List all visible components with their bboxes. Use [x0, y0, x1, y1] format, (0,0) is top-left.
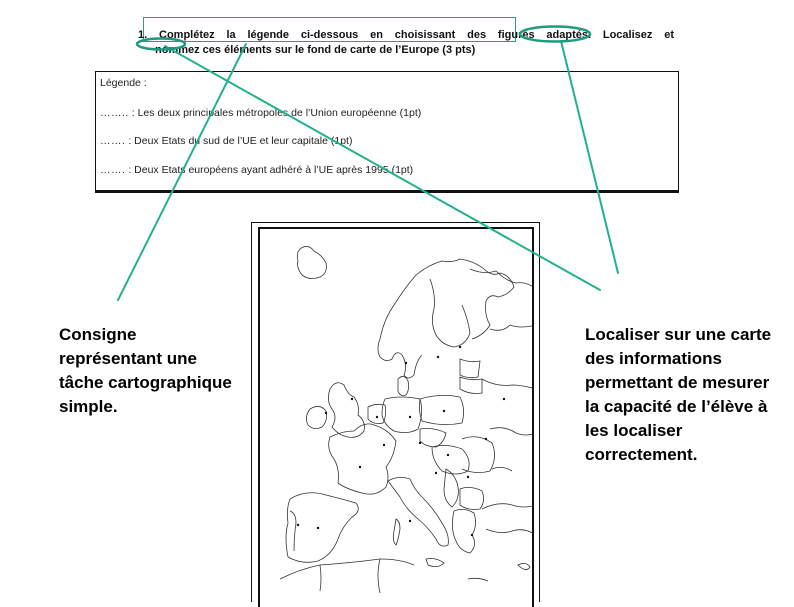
question-line-2: nommez ces éléments sur le fond de carte de l’Europe (3 pts) — [155, 44, 476, 56]
legend-item-text: : Deux Etats européens ayant adhéré à l’UE après 1995 (1pt) — [125, 164, 414, 176]
legend-symbol-placeholder: ……. — [100, 135, 126, 147]
legend-symbol-placeholder: ……. — [100, 164, 126, 176]
question-line-1: 1. Complétez la légende ci-dessous en choisissant des figurés adaptés. Localisez et — [138, 29, 674, 41]
europe-map-svg — [260, 229, 534, 607]
annotation-left: Consigne représentant une tâche cartographique simple. — [59, 325, 232, 416]
legend-box — [95, 71, 679, 193]
legend-item-etats-sud — [100, 135, 352, 147]
legend-item-text: : Deux Etats du sud de l’UE et leur capitale (1pt) — [125, 135, 353, 147]
legend-title: Légende : — [100, 77, 147, 89]
annotation-right: Localiser sur une carte des informations permettant de mesurer la capacité de l’élève à les localiser correctement. — [585, 325, 772, 464]
legend-symbol-placeholder: …….. — [100, 107, 129, 119]
legend-item-adhesion — [100, 164, 413, 176]
europe-outline-map — [258, 227, 534, 607]
legend-item-metropoles — [100, 107, 421, 119]
legend-item-text: : Les deux principales métropoles de l’Union européenne (1pt) — [128, 107, 422, 119]
